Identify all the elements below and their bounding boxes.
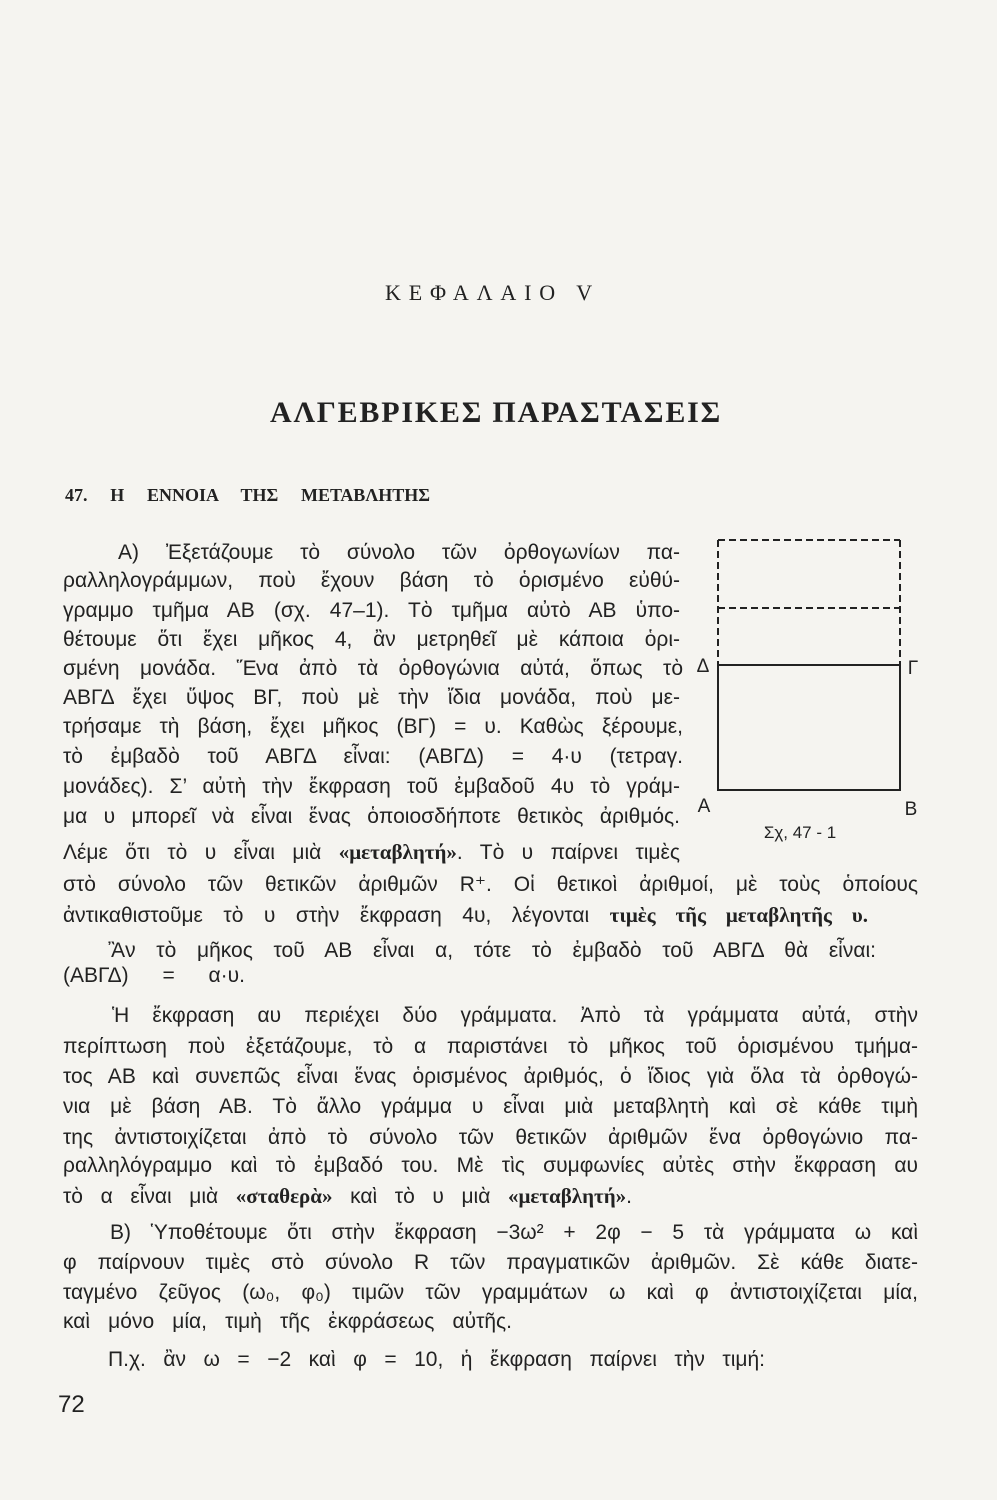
vertex-label-beta: Β: [904, 799, 918, 820]
chapter-label: ΚΕΦΑΛΑΙΟ V: [385, 280, 600, 305]
text-line: περίπτωση ποὺ ἐξετάζουμε, τὸ α παριστάνει τὸ μῆκος τοῦ ὁρισμένου τμήμα-: [63, 1035, 918, 1058]
text-segment: Λέμε ὅτι τὸ υ εἶναι μιὰ: [63, 841, 339, 864]
text-line: (ΑΒΓΔ) = α·υ.: [63, 964, 245, 987]
bold-term-constant: «σταθερὰ»: [235, 1184, 333, 1208]
text-line: ΑΒΓΔ ἔχει ὕψος ΒΓ, ποὺ μὲ τὴν ἴδια μονάδα, ποὺ με-: [63, 686, 680, 709]
text-line: Β) Ὑποθέτουμε ὅτι στὴν ἔκφραση −3ω² + 2φ − 5 τὰ γράμματα ω καὶ: [110, 1221, 918, 1244]
text-line: ραλληλογράμμων, ποὺ ἔχουν βάση τὸ ὁρισμένο εὐθύ-: [63, 569, 680, 592]
chapter-title: ΑΛΓΕΒΡΙΚΕΣ ΠΑΡΑΣΤΑΣΕΙΣ: [270, 396, 722, 429]
text-line: τος ΑΒ καὶ συνεπῶς εἶναι ἕνας ὁρισμένος ἀριθμός, ὁ ἴδιος γιὰ ὅλα τὰ ὀρθογώ-: [63, 1065, 918, 1088]
text-segment: . Τὸ υ παίρνει τιμὲς: [456, 841, 680, 864]
page-number: 72: [58, 1391, 85, 1418]
text-line: ταγμένο ζεῦγος (ω₀, φ₀) τιμῶν τῶν γραμμάτων ω καὶ φ ἀντιστοιχίζεται μία,: [63, 1281, 918, 1304]
text-line: θέτουμε ὅτι ἔχει μῆκος 4, ἂν μετρηθεῖ μὲ κάποια ὁρι-: [63, 628, 680, 651]
text-line: μα υ μπορεῖ νὰ εἶναι ἕνας ὁποιοσδήποτε θετικὸς ἀριθμός.: [63, 805, 680, 828]
bold-term-values: τιμὲς τῆς μεταβλητῆς υ.: [609, 903, 868, 927]
text-segment: ἀντικαθιστοῦμε τὸ υ στὴν ἔκφραση 4υ, λέγονται: [63, 904, 610, 927]
bold-term-variable: «μεταβλητή»: [338, 840, 457, 864]
text-line: της ἀντιστοιχίζεται ἀπὸ τὸ σύνολο τῶν θετικῶν ἀριθμῶν ἕνα ὀρθογώνιο πα-: [63, 1126, 918, 1149]
text-line: μονάδες). Σ’ αὐτὴ τὴν ἔκφραση τοῦ ἐμβαδοῦ 4υ τὸ γράμ-: [63, 775, 680, 798]
text-line: σμένη μονάδα. Ἕνα ἀπὸ τὰ ὀρθογώνια αὐτά, ὅπως τὸ: [63, 657, 683, 680]
text-line: καὶ μόνο μία, τιμὴ τῆς ἐκφράσεως αὐτῆς.: [63, 1310, 512, 1333]
text-line: Ἡ ἔκφραση αυ περιέχει δύο γράμματα. Ἀπὸ τὰ γράμματα αὐτά, στὴν: [112, 1004, 918, 1027]
vertex-label-delta: Δ: [696, 656, 710, 677]
figure-caption: Σχ, 47 - 1: [763, 823, 837, 842]
text-line: φ παίρνουν τιμὲς στὸ σύνολο R τῶν πραγματικῶν ἀριθμῶν. Σὲ κάθε διατε-: [63, 1251, 918, 1274]
bold-term-variable: «μεταβλητή»: [507, 1184, 627, 1208]
text-line: [63, 840, 680, 865]
text-segment: καὶ τὸ υ μιὰ: [332, 1185, 508, 1208]
text-line: ραλληλόγραμμο καὶ τὸ ἐμβαδό του. Μὲ τὶς συμφωνίες αὐτὲς στὴν ἔκφραση αυ: [63, 1154, 918, 1177]
vertex-label-gamma: Γ: [907, 658, 919, 679]
text-line: [63, 1184, 632, 1209]
text-line: τὸ ἐμβαδὸ τοῦ ΑΒΓΔ εἶναι: (ΑΒΓΔ) = 4·υ (τετραγ.: [63, 745, 683, 768]
text-segment: τὸ α εἶναι μιὰ: [63, 1185, 236, 1208]
text-line: στὸ σύνολο τῶν θετικῶν ἀριθμῶν R⁺. Οἱ θετικοὶ ἀριθμοί, μὲ τοὺς ὁποίους: [63, 873, 918, 896]
vertex-label-alpha: Α: [697, 796, 711, 817]
text-line: Ἂν τὸ μῆκος τοῦ ΑΒ εἶναι α, τότε τὸ ἐμβαδὸ τοῦ ΑΒΓΔ θὰ εἶναι:: [108, 939, 876, 962]
text-line: γραμμο τμῆμα ΑΒ (σχ. 47–1). Τὸ τμῆμα αὐτὸ ΑΒ ὑπο-: [63, 599, 680, 622]
text-line: Α) Ἐξετάζουμε τὸ σύνολο τῶν ὀρθογωνίων πα-: [118, 541, 680, 564]
section-heading: 47. Η ΕΝΝΟΙΑ ΤΗΣ ΜΕΤΑΒΛΗΤΗΣ: [65, 485, 430, 505]
example-line: Π.χ. ἂν ω = −2 καὶ φ = 10, ἡ ἔκφραση παίρνει τὴν τιμή:: [108, 1348, 765, 1371]
text-line: νια μὲ βάση ΑΒ. Τὸ ἄλλο γράμμα υ εἶναι μιὰ μεταβλητὴ καὶ σὲ κάθε τιμὴ: [63, 1095, 918, 1118]
rectangle-abgd: [718, 665, 900, 790]
figure-47-1: [690, 530, 930, 850]
text-line: [63, 903, 868, 928]
text-line: τρήσαμε τὴ βάση, ἔχει μῆκος (ΒΓ) = υ. Καθὼς ξέρουμε,: [63, 715, 683, 738]
text-segment: .: [626, 1185, 632, 1208]
